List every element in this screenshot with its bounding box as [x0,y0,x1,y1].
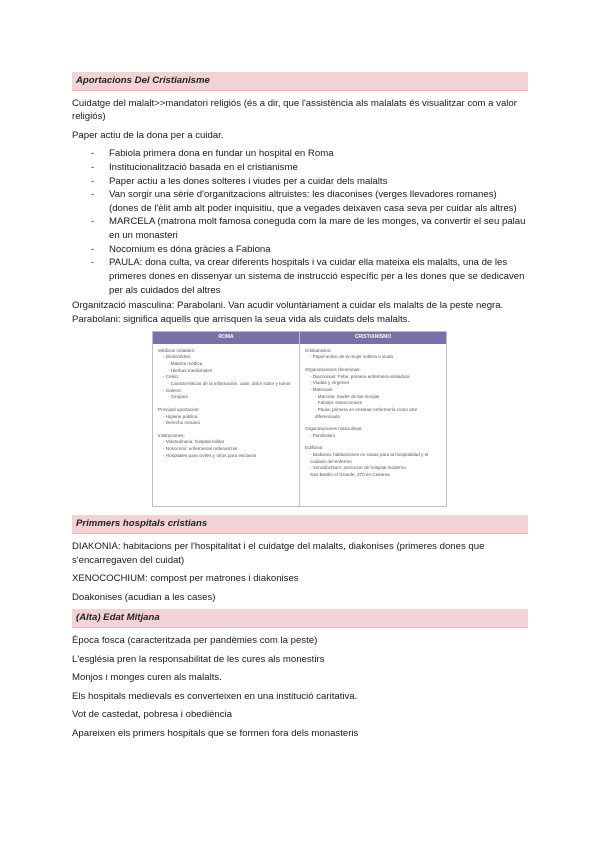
figure-line: - Viudas y vírgenes [310,380,350,386]
figure-line: - Higiene pública [163,413,198,419]
list-item-text: Van sorgir una sèrie d'organitzacions altruistes: les diaconises (verges llevadores romanes) (dones de l'èlit amb alt poder inquisitiu, que a vegades deixaven casa seva per cuidar als altres) [109,189,517,214]
paragraph: Doakonises (acudian a les cases) [72,591,216,603]
figure-line: · Paula: primera en ensenar enfermería como arte diferenciado [315,406,418,419]
list-item [91,161,528,175]
figure-line: Edificios: [305,445,324,451]
section-heading-edat-mitjana: (Alta) Edat Mitjana [72,609,528,628]
figure-line: · Fabiola: Nosocomium [315,400,363,406]
paragraph: L'església pren la responsabilitat de les cures als monestirs [72,653,325,665]
list-item [91,215,528,242]
figure-line: - Derecho romano [163,420,201,426]
list-item [91,256,528,297]
list-item-text: Institucionalització basada en el cristianisme [109,162,298,174]
figure-line: - Celso: [163,374,179,380]
paragraph: Cuidatge del malalt>>mandatori religiós (és a dir, que l'assistència als malalats és visualitzar com a valor religiós) [72,97,517,123]
figure-line: - Matronas: [310,386,334,392]
cristianismo-header: CRISTIANISMO [300,332,446,343]
figure-line: - Diakonia: habitaciones en casas para la hospitalidad y el cuidado del enfermo [310,452,429,464]
figure-line: Médicos notables: [158,347,196,353]
section-heading-hospitals: Primmers hospitals cristians [72,515,528,534]
figure-line: - Dioscórides: [163,354,192,360]
list-item-text: Nocomium es dóna gràcies a Fabiona [109,243,271,255]
figure-line: Organizaciones femeninas: [305,366,361,372]
list-item [91,175,528,189]
figure-line: - Nosocomi: enfermeras ordenanzas [163,446,238,452]
bullet-list [72,147,528,297]
paragraph: Parabolani: significa aquells que arrisquen la seua vida als cuidats dels malalts. [72,313,411,325]
figure-line: Instituciones: [158,432,185,438]
cristianismo-body [300,344,446,483]
dash-bullet: - [91,189,95,201]
list-item [91,243,528,257]
roma-column [153,332,299,506]
figure-line: - Xenodochium: precursor de hospital moderno [310,465,406,471]
dash-bullet: - [91,148,95,160]
section-heading-cristianisme: Aportacions Del Cristianisme [72,72,528,91]
figure-line: - Diaconisas: Febe, primera enfermera visitadora [310,373,410,379]
dash-bullet: - [91,175,95,187]
figure-line: San Basilio el Grande, 370 en Cesárea [310,472,390,478]
figure-line: - Papel activo de la mujer soltera o viuda [310,354,393,360]
list-item-text: Paper actiu a les dones solteres i viudes per a cuidar dels malalts [109,175,388,187]
figure-line: · Marcela: madre de las monjas [315,393,380,399]
roma-body [153,344,299,464]
list-item [91,188,528,215]
paragraph: Vot de castedat, pobresa i obediència [72,709,233,721]
figure-line: Cristianismo: [305,347,332,353]
figure-line: · Hierbas medicinales [168,367,213,373]
paragraph: DIAKONIA: habitacions per l'hospitalitat i el cuidatge del malalts, diakonises (primeres dones que s'encarregaven del cuidat) [72,540,485,566]
figure-line: - Parabolani [310,432,335,438]
paragraph: XENOCOCHIUM: compost per matrones i diakonises [72,573,299,585]
paragraph: Paper actiu de la dona per a cuidar. [72,129,224,141]
list-item-text: MARCELA (matrona molt famosa coneguda com la mare de les monges, va convertir el seu palau en un monasteri [109,216,526,242]
figure-line: - Hospitales para civiles y otros para esclavos [163,452,257,458]
paragraph: Apareixen els primers hospitals que se formen fora dels monasteris [72,728,359,740]
paragraph: Època fosca (caracteritzada per pandèmies com la peste) [72,635,318,647]
dash-bullet: - [91,257,95,269]
comparison-table-image [152,331,447,507]
list-item [91,147,528,161]
figure-line: Principal aportacion: [158,406,200,412]
figure-line: · Cirujano [168,394,188,400]
figure-line: - Valetudinaria: hospital militar [163,439,225,445]
list-item-text: Fabiola primera dona en fundar un hospital en Roma [109,148,334,160]
document-content [72,72,528,746]
figure-line: Organizaciones masculinas: [305,426,363,432]
paragraph: Monjos i monges curen als malalts. [72,672,222,684]
figure-line: - Galeno [163,387,181,393]
dash-bullet: - [91,216,95,228]
figure-line: · Materia médica [168,360,203,366]
paragraph: Organització masculina: Parabolani. Van acudir voluntàriament a cuidar els malalts de la peste negra. [72,300,504,312]
list-item-text: PAULA: dona culta, va crear diferents hospitals i va cuidar ella mateixa els malalts, una de les primeres dones en dissenyar un sistema de instrucció específic per a les dones que se dedicaven per als cuidados del altres [109,257,525,296]
dash-bullet: - [91,162,95,174]
roma-header: ROMA [153,332,299,343]
figure-line: · Características de la inflamación, calor, dolor rubor y tumor [168,380,291,386]
dash-bullet: - [91,243,95,255]
cristianismo-column [299,332,446,506]
paragraph: Els hospitals medievals es converteixen en una institució caritativa. [72,690,358,702]
